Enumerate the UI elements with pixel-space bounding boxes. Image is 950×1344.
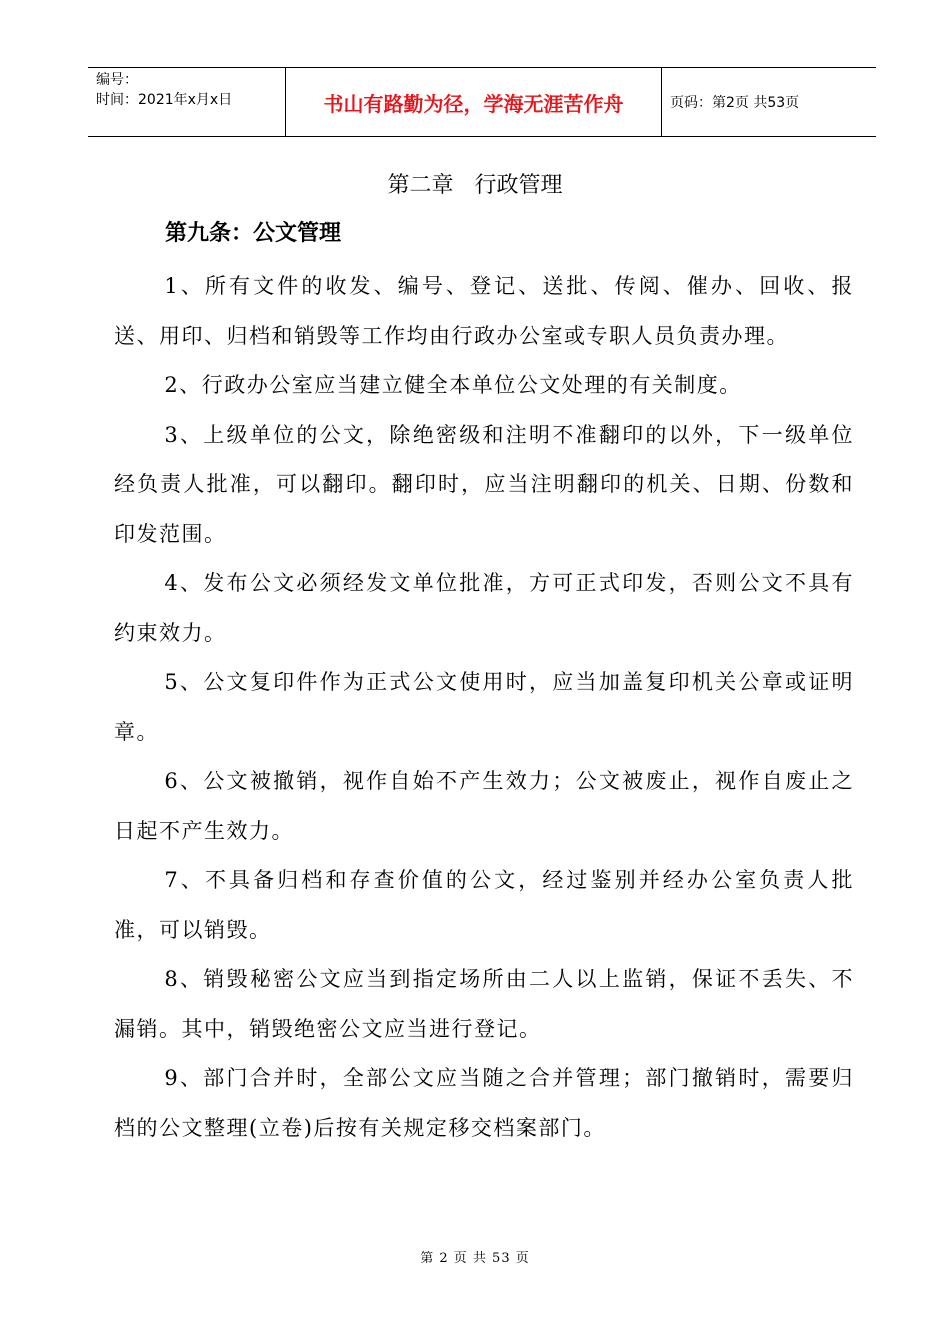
article-title: 第九条：公文管理: [165, 221, 342, 246]
page-header: [88, 67, 876, 137]
header-meta: [88, 68, 286, 136]
header-motto: 书山有路勤为径，学海无涯苦作舟: [286, 68, 662, 136]
paragraph-3: 3、上级单位的公文，除绝密级和注明不准翻印的以外，下一级单位经负责人批准，可以翻印。翻印时，应当注明翻印的机关、日期、份数和印发范围。: [114, 422, 854, 546]
paragraph-2: 2、行政办公室应当建立健全本单位公文处理的有关制度。: [164, 373, 742, 397]
header-page-info: 页码：第2页 共53页: [670, 95, 800, 111]
document-number-label: 编号：: [96, 72, 138, 88]
paragraph-1: 1、所有文件的收发、编号、登记、送批、传阅、催办、回收、报送、用印、归档和销毁等工作均由行政办公室或专职人员负责办理。: [114, 274, 854, 348]
page-footer: 第 2 页 共 53 页: [420, 1251, 530, 1266]
document-body: [114, 262, 854, 1153]
paragraph-5: 5、公文复印件作为正式公文使用时，应当加盖复印机关公章或证明章。: [114, 670, 854, 744]
document-time-label: 时间：2021年x月x日: [96, 92, 233, 108]
paragraph-4: 4、发布公文必须经发文单位批准，方可正式印发，否则公文不具有约束效力。: [114, 571, 854, 645]
paragraph-9: 9、部门合并时，全部公文应当随之合并管理；部门撤销时，需要归档的公文整理(立卷)后按有关规定移交档案部门。: [114, 1066, 854, 1140]
chapter-title: 第二章 行政管理: [387, 173, 563, 198]
paragraph-7: 7、不具备归档和存查价值的公文，经过鉴别并经办公室负责人批准，可以销毁。: [114, 868, 854, 942]
paragraph-6: 6、公文被撤销，视作自始不产生效力；公文被废止，视作自废止之日起不产生效力。: [114, 769, 854, 843]
paragraph-8: 8、销毁秘密公文应当到指定场所由二人以上监销，保证不丢失、不漏销。其中，销毁绝密公文应当进行登记。: [114, 967, 854, 1041]
